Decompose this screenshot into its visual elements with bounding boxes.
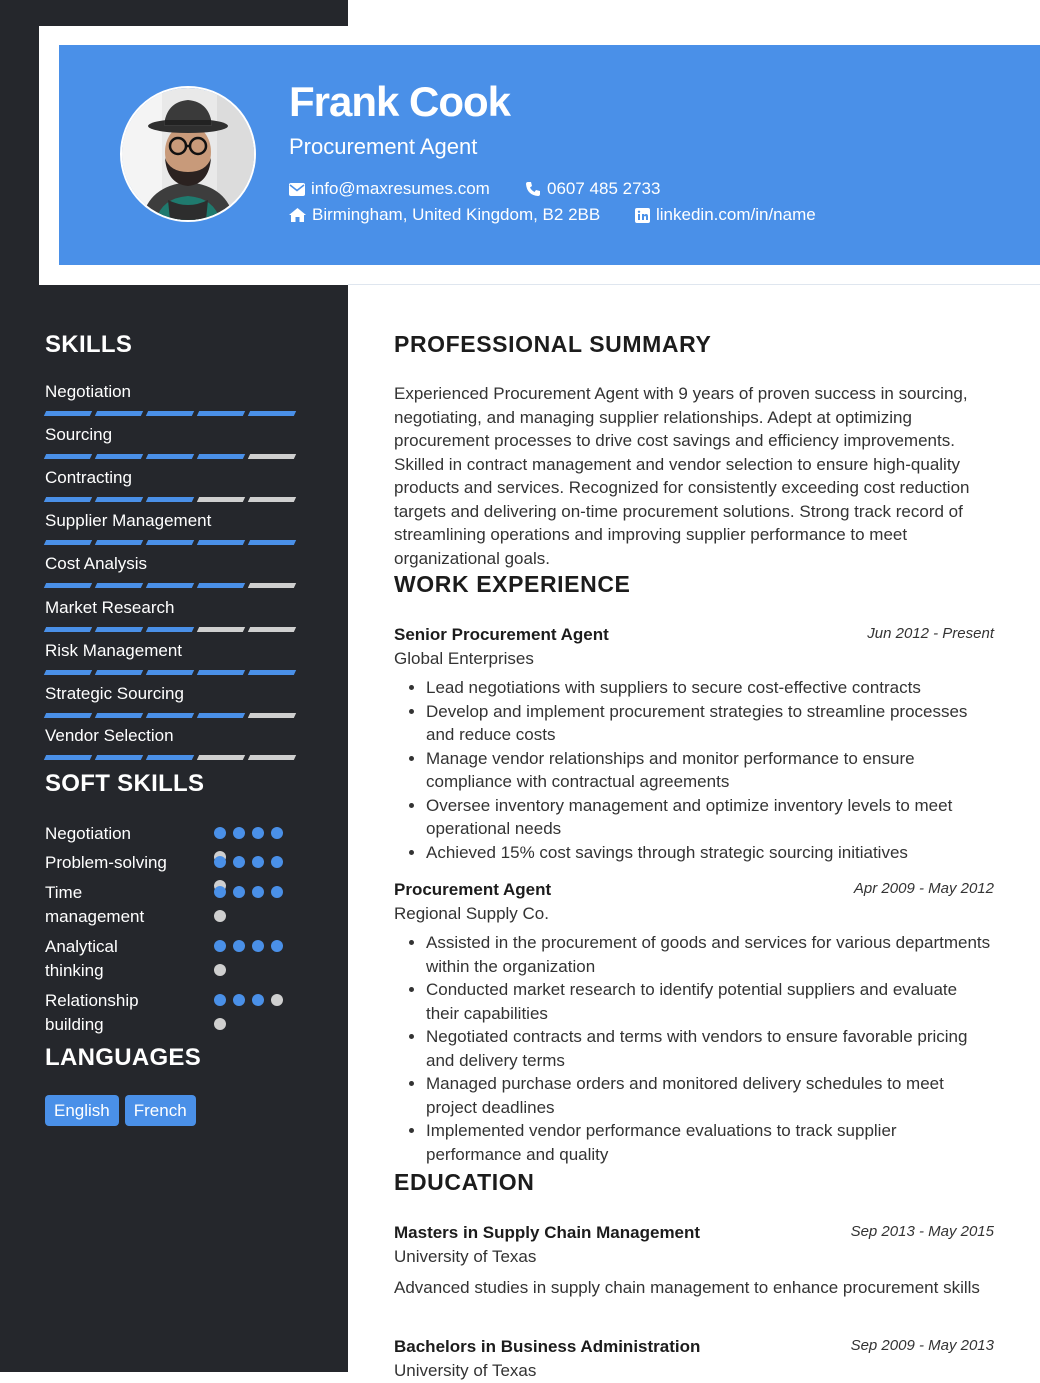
rating-dot — [252, 827, 264, 839]
education-entry — [394, 1221, 994, 1300]
education-entry — [394, 1335, 994, 1383]
skill-level-segment — [95, 540, 143, 545]
rating-dot — [233, 886, 245, 898]
skill-name: Supplier Management — [45, 511, 212, 530]
skill-name: Negotiation — [45, 382, 132, 401]
phone-text: 0607 485 2733 — [547, 179, 661, 198]
home-icon — [289, 208, 306, 222]
languages-heading: LANGUAGES — [45, 1044, 202, 1071]
degree-date: Sep 2009 - May 2013 — [850, 1337, 994, 1354]
skill-level-segment — [248, 670, 296, 675]
linkedin-icon — [635, 208, 650, 223]
degree-title: Bachelors in Business Administration — [394, 1337, 701, 1356]
school-name: University of Texas — [394, 1361, 537, 1380]
skill-level-segment — [248, 540, 296, 545]
skill-level-segment — [95, 583, 143, 588]
contact-phone[interactable] — [525, 179, 660, 199]
job-bullet: • Conducted market research to identify potential suppliers and evaluate their capabilities — [426, 978, 994, 1025]
email-text: info@maxresumes.com — [311, 179, 490, 198]
soft-skill-item — [45, 935, 305, 983]
soft-skill-item — [45, 989, 305, 1037]
soft-skills-heading: SOFT SKILLS — [45, 770, 205, 797]
job-date: Jun 2012 - Present — [867, 625, 994, 642]
soft-skill-name: Problem-solving — [45, 853, 167, 872]
envelope-icon — [289, 183, 305, 196]
rating-dot — [214, 886, 226, 898]
rating-dot — [233, 827, 245, 839]
skill-level-segment — [248, 713, 296, 718]
skill-item — [45, 468, 305, 502]
skill-level-segment — [44, 583, 92, 588]
summary-text: Experienced Procurement Agent with 9 years of proven success in sourcing, negotiating, and managing supplier relationships. Adept at optimizing procurement processes to drive cost savings and efficiency improvements. Skilled in contract management and vendor selection to ensure high-quality products and services. Recognized for consistently exceeding cost reduction targets and delivering on-time procurement solutions. Strong track record of streamlining operations and improving supplier performance to meet organizational goals. — [394, 384, 970, 568]
skill-level-segment — [44, 540, 92, 545]
candidate-title: Procurement Agent — [289, 134, 478, 159]
skill-level-segment — [44, 713, 92, 718]
skill-level-segment — [44, 411, 92, 416]
language-badge: English — [45, 1095, 119, 1126]
skill-level-bar — [45, 713, 305, 718]
job-bullet: • Implemented vendor performance evaluations to track supplier performance and quality — [426, 1119, 994, 1166]
soft-skill-name: Relationship building — [45, 991, 139, 1034]
experience-heading: WORK EXPERIENCE — [394, 571, 631, 597]
candidate-name: Frank Cook — [289, 78, 511, 125]
header-divider — [348, 284, 1040, 285]
degree-description: Advanced studies in supply chain management to enhance procurement skills — [394, 1278, 980, 1297]
rating-dot — [252, 856, 264, 868]
skill-level-segment — [146, 583, 194, 588]
job-bullet: • Manage vendor relationships and monitor performance to ensure compliance with contractual agreements — [426, 747, 994, 794]
soft-skill-item — [45, 881, 305, 929]
rating-dot — [271, 886, 283, 898]
skill-name: Strategic Sourcing — [45, 684, 184, 703]
job-entry — [394, 623, 994, 864]
skill-level-bar — [45, 670, 305, 675]
rating-dot — [233, 940, 245, 952]
language-badge: French — [125, 1095, 196, 1126]
skills-heading: SKILLS — [45, 331, 133, 358]
rating-dot — [252, 886, 264, 898]
skill-name: Cost Analysis — [45, 554, 148, 573]
rating-dot — [214, 940, 226, 952]
skill-name: Sourcing — [45, 425, 113, 444]
skill-level-segment — [146, 755, 194, 760]
skill-level-segment — [248, 755, 296, 760]
rating-dot — [214, 910, 226, 922]
skill-item — [45, 511, 305, 545]
skill-name: Contracting — [45, 468, 132, 487]
soft-skill-rating — [214, 886, 294, 922]
skill-level-bar — [45, 454, 305, 459]
skill-item — [45, 554, 305, 588]
job-date: Apr 2009 - May 2012 — [853, 880, 994, 897]
degree-title: Masters in Supply Chain Management — [394, 1223, 701, 1242]
job-bullet: • Develop and implement procurement strategies to streamline processes and reduce costs — [426, 700, 994, 747]
contact-email[interactable] — [289, 179, 490, 199]
linkedin-text: linkedin.com/in/name — [656, 205, 816, 224]
skill-level-segment — [44, 497, 92, 502]
skill-item — [45, 726, 305, 760]
skill-level-segment — [95, 755, 143, 760]
skill-level-bar — [45, 755, 305, 760]
job-entry — [394, 878, 994, 1166]
skill-level-segment — [197, 713, 245, 718]
skill-level-bar — [45, 540, 305, 545]
skill-level-segment — [197, 540, 245, 545]
rating-dot — [252, 994, 264, 1006]
skill-level-segment — [197, 411, 245, 416]
skill-level-segment — [95, 627, 143, 632]
skill-level-segment — [197, 454, 245, 459]
rating-dot — [214, 827, 226, 839]
skill-level-segment — [95, 454, 143, 459]
skill-level-segment — [146, 540, 194, 545]
skill-level-segment — [146, 713, 194, 718]
skill-level-segment — [146, 411, 194, 416]
skill-level-segment — [146, 627, 194, 632]
skill-level-segment — [44, 670, 92, 675]
skill-level-segment — [197, 497, 245, 502]
soft-skill-rating — [214, 940, 294, 976]
rating-dot — [252, 940, 264, 952]
skill-item — [45, 598, 305, 632]
job-company: Regional Supply Co. — [394, 904, 549, 923]
rating-dot — [214, 994, 226, 1006]
rating-dot — [271, 994, 283, 1006]
skill-level-bar — [45, 411, 305, 416]
rating-dot — [214, 964, 226, 976]
school-name: University of Texas — [394, 1247, 537, 1266]
location-text: Birmingham, United Kingdom, B2 2BB — [312, 205, 601, 224]
job-company: Global Enterprises — [394, 649, 534, 668]
phone-icon — [525, 181, 541, 197]
skill-level-segment — [197, 670, 245, 675]
contact-linkedin[interactable] — [635, 205, 816, 225]
degree-date: Sep 2013 - May 2015 — [850, 1223, 994, 1240]
job-bullet: • Oversee inventory management and optimize inventory levels to meet operational needs — [426, 794, 994, 841]
skill-level-segment — [44, 627, 92, 632]
job-bullet: • Assisted in the procurement of goods and services for various departments within the organization — [426, 931, 994, 978]
job-bullet: • Managed purchase orders and monitored delivery schedules to meet project deadlines — [426, 1072, 994, 1119]
skill-level-bar — [45, 583, 305, 588]
skill-level-bar — [45, 627, 305, 632]
rating-dot — [214, 856, 226, 868]
skill-item — [45, 425, 305, 459]
skill-level-segment — [197, 583, 245, 588]
soft-skill-name: Analytical thinking — [45, 937, 118, 980]
soft-skill-item — [45, 822, 305, 846]
job-bullet: • Achieved 15% cost savings through strategic sourcing initiatives — [426, 841, 994, 865]
languages-list — [45, 1095, 196, 1126]
skill-item — [45, 641, 305, 675]
skill-item — [45, 684, 305, 718]
profile-photo — [120, 86, 256, 222]
skill-level-segment — [95, 670, 143, 675]
skill-level-segment — [95, 497, 143, 502]
soft-skill-rating — [214, 994, 294, 1030]
skill-level-segment — [146, 670, 194, 675]
rating-dot — [233, 856, 245, 868]
job-bullet: • Lead negotiations with suppliers to secure cost-effective contracts — [426, 676, 994, 700]
skill-level-segment — [146, 454, 194, 459]
skill-level-segment — [95, 411, 143, 416]
rating-dot — [214, 1018, 226, 1030]
soft-skill-item — [45, 851, 305, 875]
job-bullets — [394, 931, 994, 1166]
soft-skill-name: Negotiation — [45, 824, 132, 843]
skill-level-segment — [248, 454, 296, 459]
skill-level-bar — [45, 497, 305, 502]
skill-level-segment — [197, 627, 245, 632]
education-heading: EDUCATION — [394, 1169, 535, 1195]
skill-level-segment — [248, 583, 296, 588]
skill-level-segment — [95, 713, 143, 718]
job-title: Senior Procurement Agent — [394, 625, 609, 644]
contact-location — [289, 205, 600, 225]
skill-level-segment — [44, 755, 92, 760]
job-bullets — [394, 676, 994, 864]
rating-dot — [271, 856, 283, 868]
skill-item — [45, 382, 305, 416]
rating-dot — [233, 994, 245, 1006]
skill-level-segment — [248, 411, 296, 416]
skill-level-segment — [146, 497, 194, 502]
rating-dot — [271, 827, 283, 839]
job-bullet: • Negotiated contracts and terms with vendors to ensure favorable pricing and delivery terms — [426, 1025, 994, 1072]
skill-level-segment — [248, 627, 296, 632]
skill-name: Vendor Selection — [45, 726, 174, 745]
summary-heading: PROFESSIONAL SUMMARY — [394, 331, 712, 357]
skill-name: Market Research — [45, 598, 175, 617]
skill-level-segment — [248, 497, 296, 502]
skill-level-segment — [44, 454, 92, 459]
rating-dot — [271, 940, 283, 952]
job-title: Procurement Agent — [394, 880, 552, 899]
skill-name: Risk Management — [45, 641, 183, 660]
soft-skill-name: Time management — [45, 883, 145, 926]
skill-level-segment — [197, 755, 245, 760]
